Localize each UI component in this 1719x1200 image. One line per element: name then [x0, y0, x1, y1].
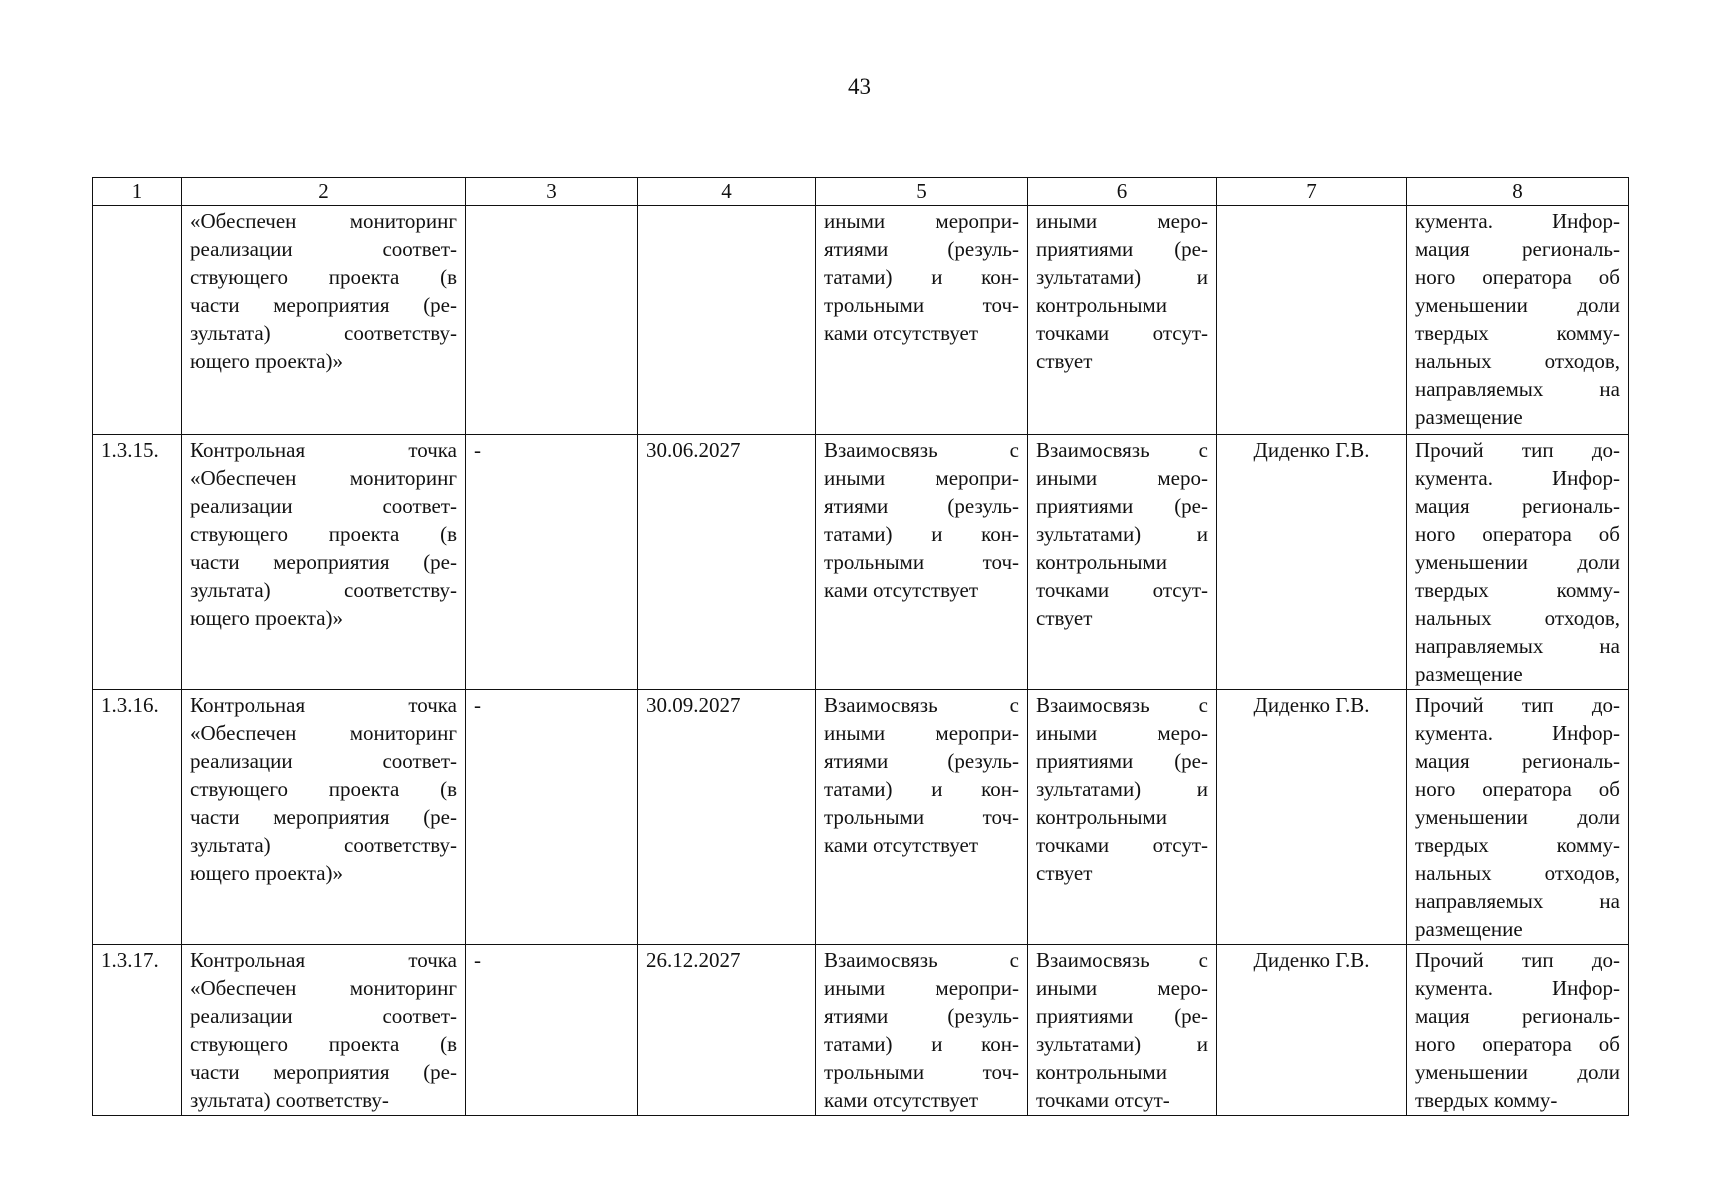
- cell-text-line: нальных отходов,: [1415, 349, 1620, 373]
- cell-text-line: ятиями (резуль-: [824, 494, 1019, 518]
- cell-text-line: твердых комму-: [1415, 833, 1620, 857]
- cell-text-line: кумента. Инфор-: [1415, 976, 1620, 1000]
- cell-text-line: трольными точ-: [824, 1060, 1019, 1084]
- cell-text-line: зультата) соответству-: [190, 833, 457, 857]
- cell-text-line: Контрольная точка: [190, 693, 457, 717]
- prev-result-cell: [466, 206, 638, 435]
- cell-text-line: зультата) соответству-: [190, 1088, 389, 1112]
- cell-text-line: ющего проекта)»: [190, 861, 344, 885]
- cell-text-line: ятиями (резуль-: [824, 749, 1019, 773]
- cell-text-line: татами) и кон-: [824, 1032, 1019, 1056]
- cell-text-line: «Обеспечен мониторинг: [190, 721, 457, 745]
- cell-text-line: зультатами) и: [1036, 522, 1208, 546]
- cell-text-line: Прочий тип до-: [1415, 693, 1620, 717]
- cell-text-line: реализации соответ-: [190, 237, 457, 261]
- cell-text-line: реализации соответ-: [190, 749, 457, 773]
- document-type-cell: [1407, 435, 1629, 690]
- responsible-cell: Диденко Г.В.: [1217, 690, 1407, 945]
- cell-text-line: контрольными: [1036, 805, 1167, 829]
- prev-links-cell: [816, 690, 1028, 945]
- cell-text-line: контрольными: [1036, 550, 1167, 574]
- cell-text-line: Прочий тип до-: [1415, 948, 1620, 972]
- cell-text-line: мация региональ-: [1415, 749, 1620, 773]
- document-type-cell: [1407, 206, 1629, 435]
- name-cell: [182, 206, 466, 435]
- cell-text-line: ками отсутствует: [824, 321, 979, 345]
- table-row: [93, 945, 1629, 1116]
- cell-text-line: точками отсут-: [1036, 833, 1208, 857]
- row-number-cell: 1.3.15.: [93, 435, 182, 690]
- cell-text-line: части мероприятия (ре-: [190, 805, 457, 829]
- cell-text-line: контрольными: [1036, 1060, 1167, 1084]
- row-number-cell: 1.3.16.: [93, 690, 182, 945]
- table-row: [93, 435, 1629, 690]
- cell-text-line: точками отсут-: [1036, 578, 1208, 602]
- cell-text-line: зультата) соответству-: [190, 578, 457, 602]
- cell-text-line: иными меро-: [1036, 721, 1208, 745]
- cell-text-line: твердых комму-: [1415, 321, 1620, 345]
- measures-table: [92, 177, 1629, 1116]
- cell-text-line: зультата) соответству-: [190, 321, 457, 345]
- cell-text-line: Взаимосвязь с: [824, 438, 1019, 462]
- cell-text-line: приятиями (ре-: [1036, 1004, 1208, 1028]
- cell-text-line: кумента. Инфор-: [1415, 466, 1620, 490]
- cell-text-line: нальных отходов,: [1415, 861, 1620, 885]
- cell-text-line: ющего проекта)»: [190, 606, 344, 630]
- cell-text-line: приятиями (ре-: [1036, 749, 1208, 773]
- cell-text-line: направляемых на: [1415, 377, 1620, 401]
- prev-links-cell: [816, 435, 1028, 690]
- name-cell: [182, 435, 466, 690]
- column-number: 1: [93, 178, 182, 206]
- cell-text-line: точками отсут-: [1036, 1088, 1170, 1112]
- cell-text-line: мация региональ-: [1415, 237, 1620, 261]
- cell-text-line: иными меропри-: [824, 466, 1019, 490]
- cell-text-line: части мероприятия (ре-: [190, 293, 457, 317]
- cell-text-line: ствует: [1036, 861, 1093, 885]
- cell-text-line: уменьшении доли: [1415, 293, 1620, 317]
- name-cell: [182, 690, 466, 945]
- cell-text-line: Прочий тип до-: [1415, 438, 1620, 462]
- cell-text-line: ющего проекта)»: [190, 349, 344, 373]
- date-cell: 30.09.2027: [638, 690, 816, 945]
- cell-text-line: уменьшении доли: [1415, 805, 1620, 829]
- date-cell: [638, 206, 816, 435]
- cell-text-line: ного оператора об: [1415, 1032, 1620, 1056]
- cell-text-line: иными меро-: [1036, 209, 1208, 233]
- cell-text-line: ствующего проекта (в: [190, 777, 457, 801]
- cell-text-line: ного оператора об: [1415, 777, 1620, 801]
- cell-text-line: Взаимосвязь с: [1036, 948, 1208, 972]
- cell-text-line: уменьшении доли: [1415, 1060, 1620, 1084]
- cell-text-line: зультатами) и: [1036, 1032, 1208, 1056]
- next-links-cell: [1028, 945, 1217, 1116]
- cell-text-line: контрольными: [1036, 293, 1167, 317]
- cell-text-line: реализации соответ-: [190, 494, 457, 518]
- cell-text-line: Взаимосвязь с: [1036, 693, 1208, 717]
- responsible-cell: Диденко Г.В.: [1217, 435, 1407, 690]
- column-number: 4: [638, 178, 816, 206]
- cell-text-line: ствует: [1036, 349, 1093, 373]
- column-number: 8: [1407, 178, 1629, 206]
- prev-links-cell: [816, 945, 1028, 1116]
- cell-text-line: точками отсут-: [1036, 321, 1208, 345]
- cell-text-line: мация региональ-: [1415, 494, 1620, 518]
- cell-text-line: Взаимосвязь с: [1036, 438, 1208, 462]
- row-number-cell: 1.3.17.: [93, 945, 182, 1116]
- cell-text-line: части мероприятия (ре-: [190, 1060, 457, 1084]
- cell-text-line: «Обеспечен мониторинг: [190, 209, 457, 233]
- cell-text-line: трольными точ-: [824, 805, 1019, 829]
- cell-text-line: ствующего проекта (в: [190, 1032, 457, 1056]
- cell-text-line: части мероприятия (ре-: [190, 550, 457, 574]
- responsible-cell: [1217, 206, 1407, 435]
- cell-text-line: кумента. Инфор-: [1415, 721, 1620, 745]
- cell-text-line: «Обеспечен мониторинг: [190, 976, 457, 1000]
- cell-text-line: татами) и кон-: [824, 522, 1019, 546]
- cell-text-line: кумента. Инфор-: [1415, 209, 1620, 233]
- cell-text-line: ствующего проекта (в: [190, 265, 457, 289]
- prev-result-cell: -: [466, 435, 638, 690]
- cell-text-line: направляемых на: [1415, 889, 1620, 913]
- column-number: 7: [1217, 178, 1407, 206]
- cell-text-line: реализации соответ-: [190, 1004, 457, 1028]
- prev-links-cell: [816, 206, 1028, 435]
- cell-text-line: мация региональ-: [1415, 1004, 1620, 1028]
- cell-text-line: ками отсутствует: [824, 833, 979, 857]
- cell-text-line: иными меро-: [1036, 976, 1208, 1000]
- cell-text-line: размещение: [1415, 917, 1523, 941]
- name-cell: [182, 945, 466, 1116]
- cell-text-line: уменьшении доли: [1415, 550, 1620, 574]
- row-number-cell: [93, 206, 182, 435]
- cell-text-line: татами) и кон-: [824, 265, 1019, 289]
- cell-text-line: размещение: [1415, 405, 1523, 429]
- prev-result-cell: -: [466, 690, 638, 945]
- cell-text-line: твердых комму-: [1415, 578, 1620, 602]
- page-number: 43: [848, 74, 871, 99]
- table-row: [93, 690, 1629, 945]
- prev-result-cell: -: [466, 945, 638, 1116]
- cell-text-line: ками отсутствует: [824, 578, 979, 602]
- document-type-cell: [1407, 690, 1629, 945]
- cell-text-line: татами) и кон-: [824, 777, 1019, 801]
- cell-text-line: Контрольная точка: [190, 948, 457, 972]
- date-cell: 26.12.2027: [638, 945, 816, 1116]
- next-links-cell: [1028, 690, 1217, 945]
- cell-text-line: Взаимосвязь с: [824, 693, 1019, 717]
- cell-text-line: приятиями (ре-: [1036, 494, 1208, 518]
- cell-text-line: иными меропри-: [824, 721, 1019, 745]
- document-type-cell: [1407, 945, 1629, 1116]
- cell-text-line: ками отсутствует: [824, 1088, 979, 1112]
- cell-text-line: Взаимосвязь с: [824, 948, 1019, 972]
- column-number-row: [93, 178, 1629, 206]
- cell-text-line: ятиями (резуль-: [824, 1004, 1019, 1028]
- cell-text-line: трольными точ-: [824, 293, 1019, 317]
- responsible-cell: Диденко Г.В.: [1217, 945, 1407, 1116]
- cell-text-line: трольными точ-: [824, 550, 1019, 574]
- column-number: 3: [466, 178, 638, 206]
- cell-text-line: зультатами) и: [1036, 265, 1208, 289]
- cell-text-line: иными меропри-: [824, 209, 1019, 233]
- cell-text-line: иными меро-: [1036, 466, 1208, 490]
- cell-text-line: твердых комму-: [1415, 1088, 1558, 1112]
- cell-text-line: зультатами) и: [1036, 777, 1208, 801]
- date-cell: 30.06.2027: [638, 435, 816, 690]
- cell-text-line: ствует: [1036, 606, 1093, 630]
- cell-text-line: иными меропри-: [824, 976, 1019, 1000]
- cell-text-line: ствующего проекта (в: [190, 522, 457, 546]
- next-links-cell: [1028, 435, 1217, 690]
- cell-text-line: размещение: [1415, 662, 1523, 686]
- column-number: 6: [1028, 178, 1217, 206]
- cell-text-line: направляемых на: [1415, 634, 1620, 658]
- cell-text-line: приятиями (ре-: [1036, 237, 1208, 261]
- column-number: 5: [816, 178, 1028, 206]
- cell-text-line: ного оператора об: [1415, 522, 1620, 546]
- cell-text-line: «Обеспечен мониторинг: [190, 466, 457, 490]
- cell-text-line: ятиями (резуль-: [824, 237, 1019, 261]
- next-links-cell: [1028, 206, 1217, 435]
- cell-text-line: ного оператора об: [1415, 265, 1620, 289]
- table-row-continuation: [93, 206, 1629, 435]
- column-number: 2: [182, 178, 466, 206]
- cell-text-line: нальных отходов,: [1415, 606, 1620, 630]
- cell-text-line: Контрольная точка: [190, 438, 457, 462]
